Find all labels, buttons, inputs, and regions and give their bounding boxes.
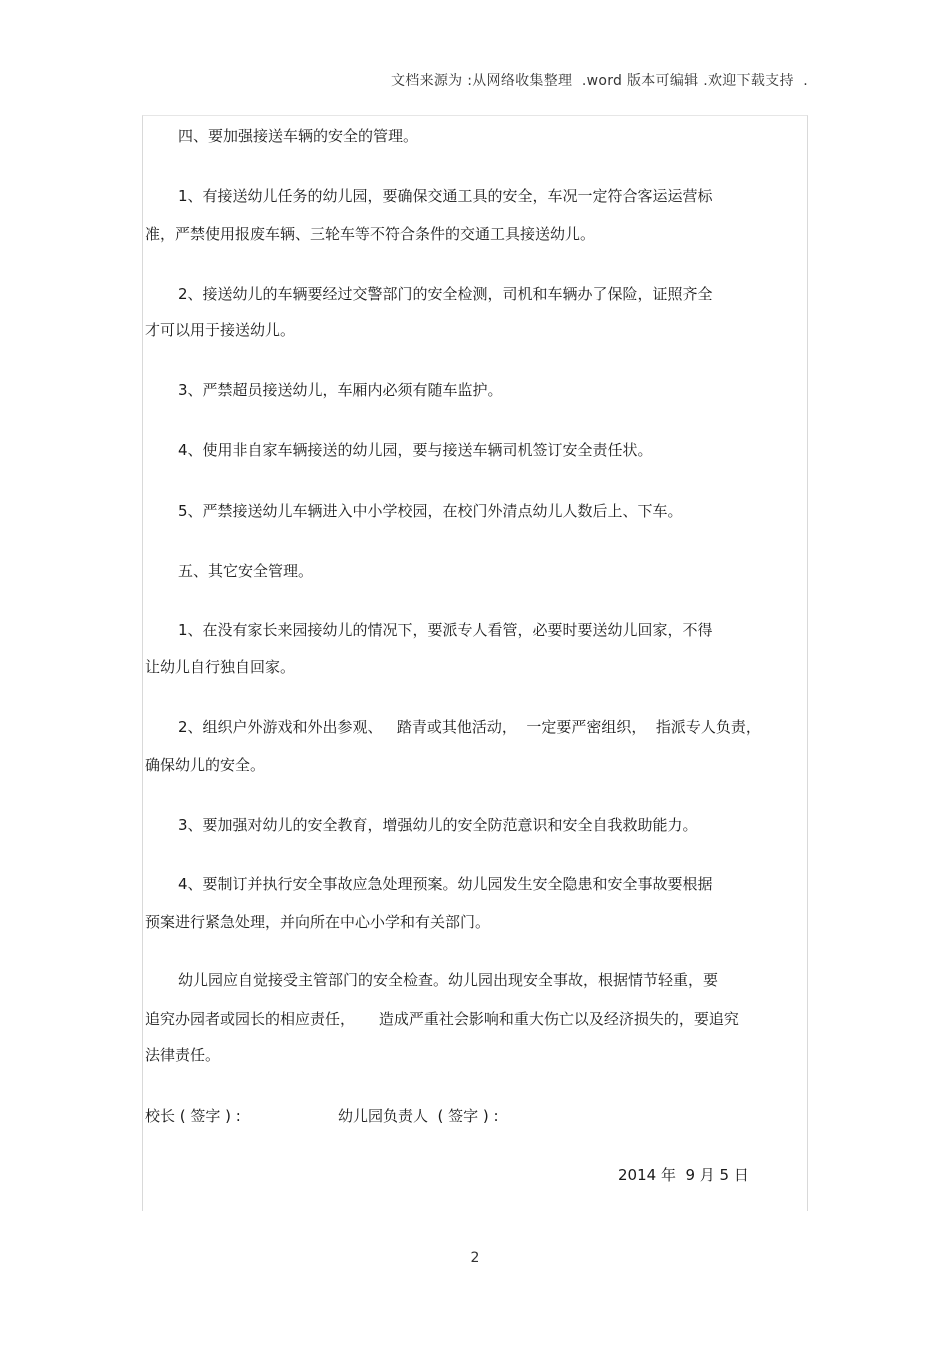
section-5-item-2-line-1: 2、组织户外游戏和外出参观、 踏青或其他活动， 一定要严密组织， 指派专人负责， — [178, 718, 761, 736]
kindergarten-head-signature-label: 幼儿园负责人 ( 签字 ) : — [338, 1107, 499, 1125]
closing-line-3: 法律责任。 — [145, 1046, 221, 1064]
section-4-item-4: 4、使用非自家车辆接送的幼儿园，要与接送车辆司机签订安全责任状。 — [178, 441, 653, 459]
principal-signature-label: 校长 ( 签字 ) : — [145, 1107, 241, 1125]
document-date: 2014 年 9 月 5 日 — [618, 1166, 749, 1184]
section-4-item-1-line-2: 准，严禁使用报废车辆、三轮车等不符合条件的交通工具接送幼儿。 — [145, 225, 596, 243]
section-5-item-1-line-1: 1、在没有家长来园接幼儿的情况下，要派专人看管，必要时要送幼儿回家，不得 — [178, 621, 713, 639]
section-5-item-2-line-2: 确保幼儿的安全。 — [145, 756, 266, 774]
header-source-note: 文档来源为 :从网络收集整理 .word 版本可编辑 .欢迎下载支持 . — [390, 73, 808, 89]
closing-line-2: 追究办园者或园长的相应责任， 造成严重社会影响和重大伤亡以及经济损失的，要追究 — [145, 1010, 739, 1028]
section-5-item-1-line-2: 让幼儿自行独自回家。 — [145, 658, 296, 676]
section-5-item-4-line-1: 4、要制订并执行安全事故应急处理预案。幼儿园发生安全隐患和安全事故要根据 — [178, 875, 713, 893]
section-4-title: 四、要加强接送车辆的安全的管理。 — [178, 127, 419, 145]
page-number: 2 — [470, 1250, 480, 1266]
closing-line-1: 幼儿园应自觉接受主管部门的安全检查。幼儿园出现安全事故，根据情节轻重，要 — [178, 971, 719, 989]
section-5-title: 五、其它安全管理。 — [178, 562, 314, 580]
section-4-item-5: 5、严禁接送幼儿车辆进入中小学校园，在校门外清点幼儿人数后上、下车。 — [178, 502, 683, 520]
section-5-item-4-line-2: 预案进行紧急处理，并向所在中心小学和有关部门。 — [145, 913, 491, 931]
section-4-item-3: 3、严禁超员接送幼儿，车厢内必须有随车监护。 — [178, 381, 503, 399]
section-5-item-3: 3、要加强对幼儿的安全教育，增强幼儿的安全防范意识和安全自我救助能力。 — [178, 816, 698, 834]
section-4-item-2-line-2: 才可以用于接送幼儿。 — [145, 321, 296, 339]
section-4-item-2-line-1: 2、接送幼儿的车辆要经过交警部门的安全检测，司机和车辆办了保险，证照齐全 — [178, 285, 713, 303]
section-4-item-1-line-1: 1、有接送幼儿任务的幼儿园，要确保交通工具的安全，车况一定符合客运运营标 — [178, 187, 713, 205]
